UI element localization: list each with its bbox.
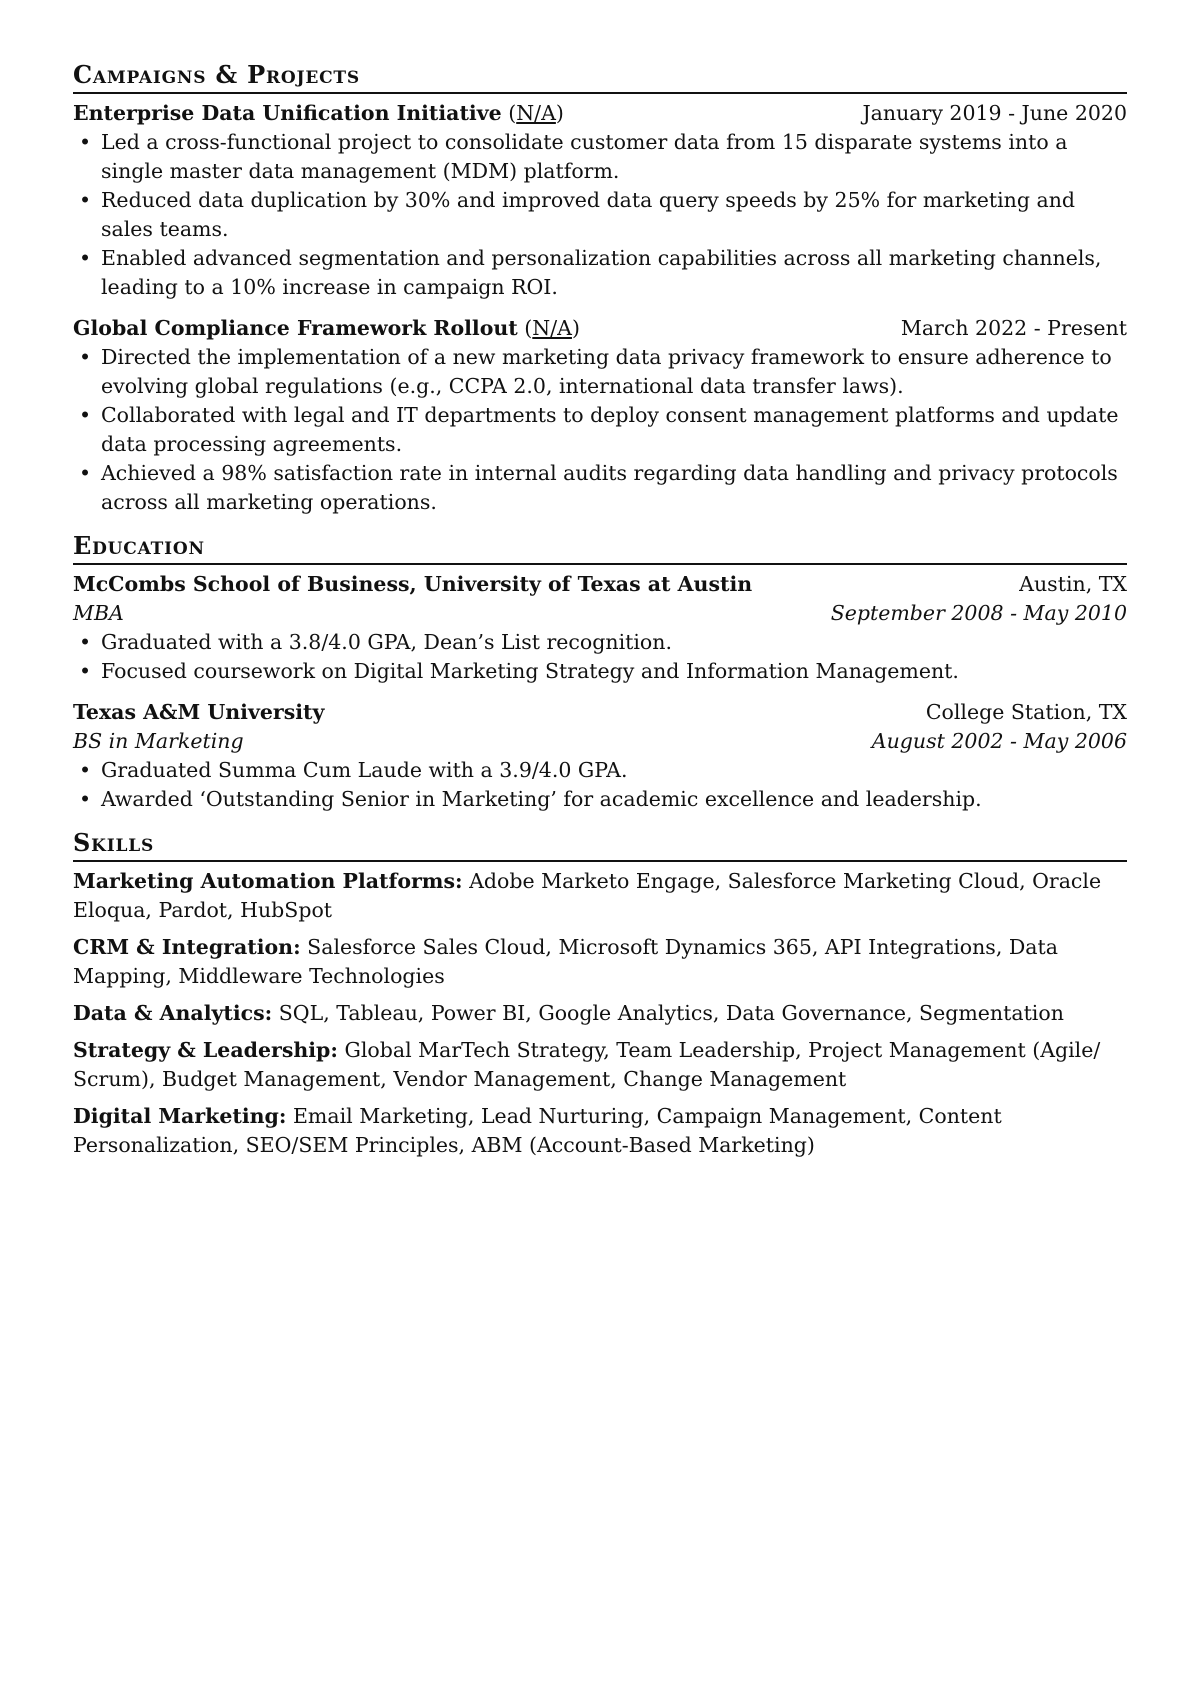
- bullet-item: • Directed the implementation of a new marketing data privacy framework to ensure adherence to evolving global regulations (e.g., CCPA 2.0, international data transfer laws).: [73, 343, 1127, 401]
- section-title-skills: Skills: [73, 828, 1127, 862]
- project-link[interactable]: N/A: [532, 316, 572, 340]
- paren-close: ): [571, 316, 580, 340]
- section-title-projects: Campaigns & Projects: [73, 60, 1127, 94]
- section-title-education: Education: [73, 531, 1127, 565]
- project-header: [73, 314, 1127, 343]
- skill-label: Strategy & Leadership:: [73, 1038, 338, 1062]
- skill-label: Digital Marketing:: [73, 1104, 287, 1128]
- education-section: [73, 531, 1127, 814]
- education-entry: [73, 570, 1127, 686]
- skill-label: Data & Analytics:: [73, 1001, 273, 1025]
- paren-open: (: [524, 316, 533, 340]
- project-name: Enterprise Data Unification Initiative: [73, 101, 502, 125]
- bullet-item: • Awarded ‘Outstanding Senior in Marketing’ for academic excellence and leadership.: [73, 785, 1127, 814]
- bullet-item: • Reduced data duplication by 30% and improved data query speeds by 25% for marketing and sales teams.: [73, 186, 1127, 244]
- skill-row: [73, 999, 1127, 1028]
- education-entry: [73, 698, 1127, 814]
- project-link[interactable]: N/A: [516, 101, 556, 125]
- skill-row: [73, 867, 1127, 925]
- resume-page: [73, 60, 1127, 1174]
- skill-value: Email Marketing, Lead Nurturing, Campaign Management, Content Personalization, SEO/SEM Principles, ABM (Account-Based Marketing): [73, 1104, 1002, 1157]
- bullet-item: • Led a cross-functional project to consolidate customer data from 15 disparate systems into a single master data management (MDM) platform.: [73, 128, 1127, 186]
- bullet-list: [73, 628, 1127, 686]
- bullet-list: [73, 756, 1127, 814]
- education-header: [73, 570, 1127, 599]
- project-entry: [73, 314, 1127, 517]
- project-name: Global Compliance Framework Rollout: [73, 316, 518, 340]
- degree: MBA: [73, 601, 124, 625]
- skill-row: [73, 1036, 1127, 1094]
- skill-value: Adobe Marketo Engage, Salesforce Marketing Cloud, Oracle Eloqua, Pardot, HubSpot: [73, 869, 1102, 922]
- degree: BS in Marketing: [73, 729, 244, 753]
- paren-open: (: [508, 101, 517, 125]
- project-title-line: [73, 99, 564, 128]
- school-location: College Station, TX: [925, 700, 1127, 724]
- bullet-item: • Collaborated with legal and IT departments to deploy consent management platforms and update data processing agreements.: [73, 401, 1127, 459]
- education-dates: August 2002 - May 2006: [871, 729, 1127, 753]
- education-header: [73, 698, 1127, 727]
- school-name: Texas A&M University: [73, 700, 325, 724]
- bullet-item: • Graduated Summa Cum Laude with a 3.9/4.0 GPA.: [73, 756, 1127, 785]
- skill-label: Marketing Automation Platforms:: [73, 869, 463, 893]
- bullet-list: [73, 128, 1127, 302]
- bullet-item: • Enabled advanced segmentation and personalization capabilities across all marketing channels, leading to a 10% increase in campaign ROI.: [73, 244, 1127, 302]
- skill-row: [73, 1102, 1127, 1160]
- skill-value: Global MarTech Strategy, Team Leadership, Project Management (Agile/ Scrum), Budget Management, Vendor Management, Change Management: [73, 1038, 1101, 1091]
- paren-close: ): [555, 101, 564, 125]
- project-entry: [73, 99, 1127, 302]
- school-name: McCombs School of Business, University of Texas at Austin: [73, 572, 753, 596]
- skills-section: [73, 828, 1127, 1160]
- bullet-item: • Graduated with a 3.8/4.0 GPA, Dean’s List recognition.: [73, 628, 1127, 657]
- bullet-item: • Focused coursework on Digital Marketing Strategy and Information Management.: [73, 657, 1127, 686]
- skill-label: CRM & Integration:: [73, 935, 301, 959]
- education-dates: September 2008 - May 2010: [830, 601, 1127, 625]
- project-dates: January 2019 - June 2020: [862, 101, 1127, 125]
- school-location: Austin, TX: [1019, 572, 1127, 596]
- projects-section: [73, 60, 1127, 517]
- project-dates: March 2022 - Present: [900, 316, 1127, 340]
- education-subheader: [73, 599, 1127, 628]
- skill-value: SQL, Tableau, Power BI, Google Analytics, Data Governance, Segmentation: [272, 1001, 1064, 1025]
- project-header: [73, 99, 1127, 128]
- education-subheader: [73, 727, 1127, 756]
- skill-value: Salesforce Sales Cloud, Microsoft Dynamics 365, API Integrations, Data Mapping, Middleware Technologies: [73, 935, 1058, 988]
- project-title-line: [73, 314, 580, 343]
- bullet-list: [73, 343, 1127, 517]
- skill-row: [73, 933, 1127, 991]
- bullet-item: • Achieved a 98% satisfaction rate in internal audits regarding data handling and privacy protocols across all marketing operations.: [73, 459, 1127, 517]
